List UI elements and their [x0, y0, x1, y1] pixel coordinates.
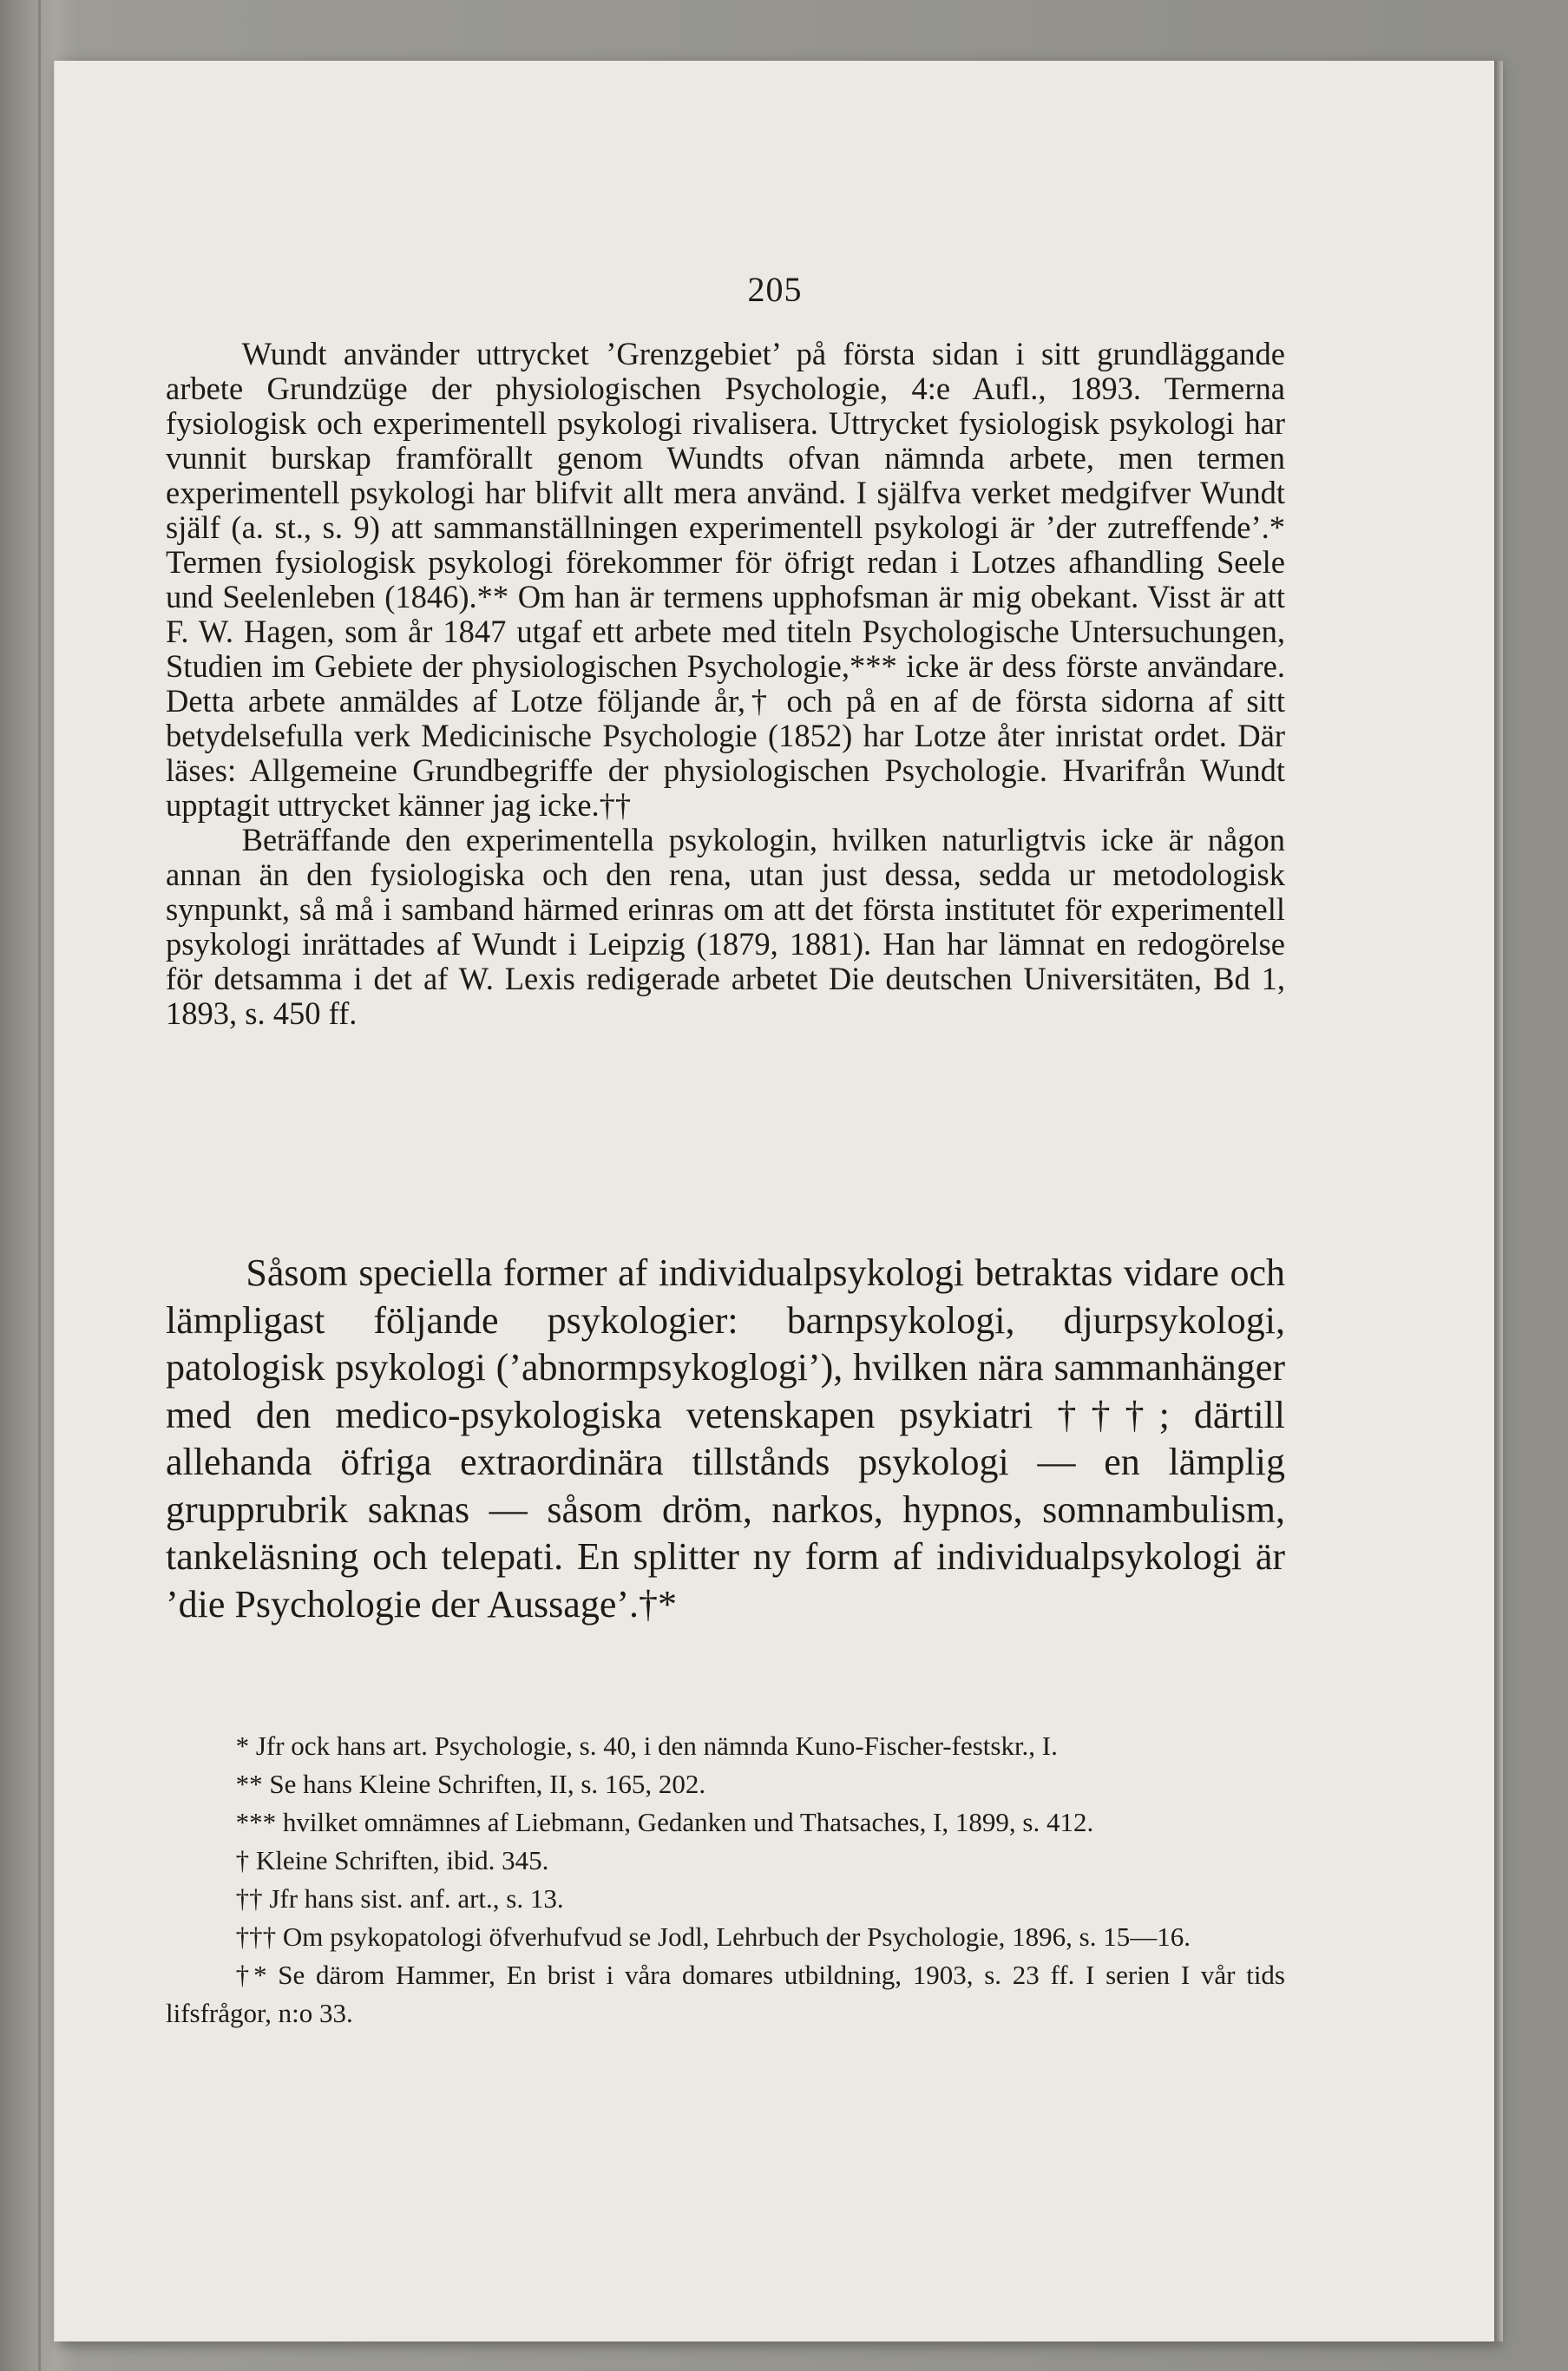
footnote: † Kleine Schriften, ibid. 345. — [235, 1845, 549, 1875]
footnote: ** Se hans Kleine Schriften, II, s. 165, 202. — [235, 1769, 706, 1799]
paragraph-individual-psychology: Såsom speciella former af individualpsykologi betraktas vidare och lämpligast följande psykologier: barnpsykologi, djurpsykologi, patologisk psykologi (’abnormpsykoglogi’), hvilken nära sammanhänger med den medico-psykologiska vetenskapen psykiatri †††; därtill allehanda öfriga extraordinära tillstånds psykologi — en lämplig grupprubrik saknas — såsom dröm, narkos, hypnos, somnambulism, tankeläsning och telepati. En splitter ny form af individualpsykologi är ’die Psychologie der Aussage’.†* — [166, 1251, 1285, 1626]
page-number: 205 — [747, 270, 803, 309]
paragraph-wundt-terminology: Wundt använder uttrycket ’Grenzgebiet’ på första sidan i sitt grundläggande arbete Grundzüge der physiologischen Psychologie, 4:e Aufl., 1893. Termerna fysiologisk och experimentell psykologi rivalisera. Uttrycket fysiologisk psykologi har vunnit burskap framförallt genom Wundts ofvan nämnda arbete, men termen experimentell psykologi har blifvit allt mera använd. I själfva verket medgifver Wundt själf (a. st., s. 9) att sammanställningen experimentell psykologi är ’der zutreffende’.* Termen fysiologisk psykologi förekommer för öfrigt redan i Lotzes afhandling Seele und Seelenleben (1846).** Om han är termens upphofsman är mig obekant. Visst är att F. W. Hagen, som år 1847 utgaf ett arbete med titeln Psychologische Untersuchungen, Studien im Gebiete der physiologischen Psychologie,*** icke är dess förste användare. Detta arbete anmäldes af Lotze följande år,† och på en af de första sidorna af sitt betydelsefulla verk Medicinische Psychologie (1852) har Lotze åter inristat ordet. Där läses: Allgemeine Grundbegriffe der physiologischen Psychologie. Hvarifrån Wundt upptagit uttrycket känner jag icke.†† — [166, 336, 1285, 823]
footnote: *** hvilket omnämnes af Liebmann, Gedanken und Thatsaches, I, 1899, s. 412. — [235, 1807, 1094, 1837]
body-text-large — [166, 1250, 1285, 1628]
footnote: †† Jfr hans sist. anf. art., s. 13. — [235, 1883, 564, 1914]
body-text-small — [166, 337, 1285, 1031]
page-edge — [1494, 61, 1503, 2341]
footnotes — [166, 1727, 1285, 2033]
footnote: ††† Om psykopatologi öfverhufvud se Jodl, Lehrbuch der Psychologie, 1896, s. 15—16. — [235, 1921, 1191, 1952]
footnote: * Jfr ock hans art. Psychologie, s. 40, i den nämnda Kuno-Fischer-festskr., I. — [235, 1731, 1058, 1761]
binding-gutter — [38, 0, 41, 2371]
book-page — [54, 61, 1495, 2341]
footnote: †* Se därom Hammer, En brist i våra domares utbildning, 1903, s. 23 ff. I serien I vår tids lifsfrågor, n:o 33. — [166, 1960, 1285, 2028]
paragraph-experimental-psychology: Beträffande den experimentella psykologin, hvilken naturligtvis icke är någon annan än den fysiologiska och den rena, utan just dessa, sedda ur metodologisk synpunkt, så må i samband härmed erinras om att det första institutet för experimentell psykologi inrättades af Wundt i Leipzig (1879, 1881). Han har lämnat en redogörelse för detsamma i det af W. Lexis redigerade arbetet Die deutschen Universitäten, Bd 1, 1893, s. 450 ff. — [166, 822, 1285, 1031]
